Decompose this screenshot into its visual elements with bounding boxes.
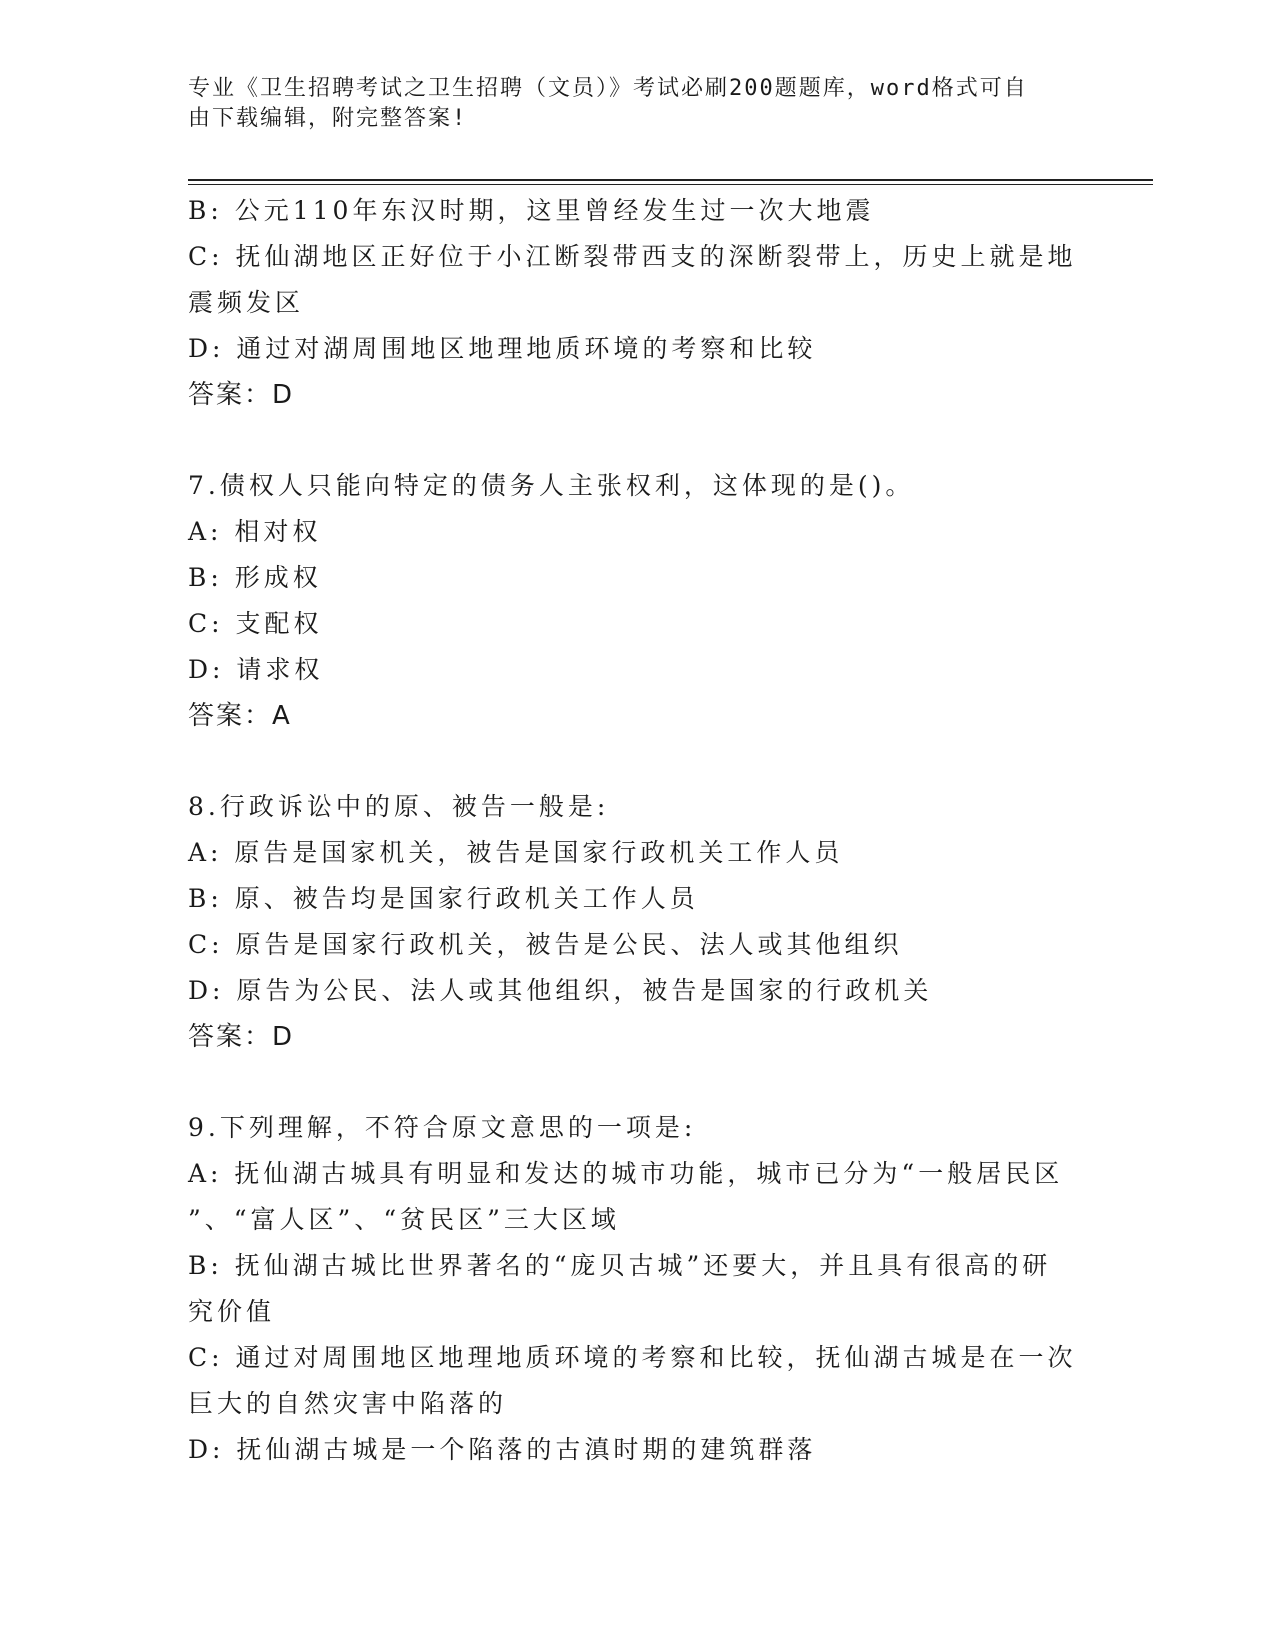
spacer [188, 418, 1088, 463]
q9-question: 9.下列理解，不符合原文意思的一项是: [188, 1113, 697, 1142]
q8-question: 8.行政诉讼中的原、被告一般是: [188, 792, 610, 821]
q6-option-d: D: 通过对湖周围地区地理地质环境的考察和比较 [188, 334, 817, 363]
q9-option-a-line2: ”、“富人区”、“贫民区”三大区域 [188, 1205, 620, 1234]
question-7-block [188, 463, 1088, 739]
question-8-block [188, 784, 1088, 1060]
header-line-2: 由下载编辑，附完整答案! [188, 106, 468, 131]
q7-option-b: B: 形成权 [188, 563, 322, 592]
spacer [188, 1060, 1088, 1105]
q7-question: 7.债权人只能向特定的债务人主张权利，这体现的是()。 [188, 471, 915, 500]
q9-option-c-line1: C: 通过对周围地区地理地质环境的考察和比较，抚仙湖古城是在一次 [188, 1343, 1077, 1372]
q6-option-c-line1: C: 抚仙湖地区正好位于小江断裂带西支的深断裂带上，历史上就是地 [188, 242, 1077, 271]
header-divider-thick [188, 179, 1153, 181]
q8-answer: 答案：D [188, 1022, 295, 1052]
q9-option-d: D: 抚仙湖古城是一个陷落的古滇时期的建筑群落 [188, 1435, 817, 1464]
q8-option-c: C: 原告是国家行政机关，被告是公民、法人或其他组织 [188, 930, 903, 959]
spacer [188, 739, 1088, 784]
header-line-1: 专业《卫生招聘考试之卫生招聘（文员）》考试必刷200题题库，word格式可自 [188, 76, 1028, 101]
q6-option-c-line2: 震频发区 [188, 288, 305, 317]
q8-option-b: B: 原、被告均是国家行政机关工作人员 [188, 884, 699, 913]
q7-option-a: A: 相对权 [188, 517, 322, 546]
q9-option-c-line2: 巨大的自然灾害中陷落的 [188, 1389, 508, 1418]
document-header [188, 74, 1088, 134]
header-divider-thin [188, 184, 1153, 185]
q9-option-b-line2: 究价值 [188, 1297, 276, 1326]
question-6-block [188, 188, 1088, 418]
q8-option-a: A: 原告是国家机关，被告是国家行政机关工作人员 [188, 838, 844, 867]
q6-option-b: B: 公元110年东汉时期，这里曾经发生过一次大地震 [188, 196, 875, 225]
q7-option-c: C: 支配权 [188, 609, 323, 638]
question-list [188, 188, 1088, 1473]
q7-answer: 答案：A [188, 701, 292, 731]
q8-option-d: D: 原告为公民、法人或其他组织，被告是国家的行政机关 [188, 976, 933, 1005]
q9-option-a-line1: A: 抚仙湖古城具有明显和发达的城市功能，城市已分为“一般居民区 [188, 1159, 1064, 1188]
question-9-block [188, 1105, 1088, 1473]
q9-option-b-line1: B: 抚仙湖古城比世界著名的“庞贝古城”还要大，并且具有很高的研 [188, 1251, 1052, 1280]
q7-option-d: D: 请求权 [188, 655, 324, 684]
q6-answer: 答案：D [188, 380, 295, 410]
